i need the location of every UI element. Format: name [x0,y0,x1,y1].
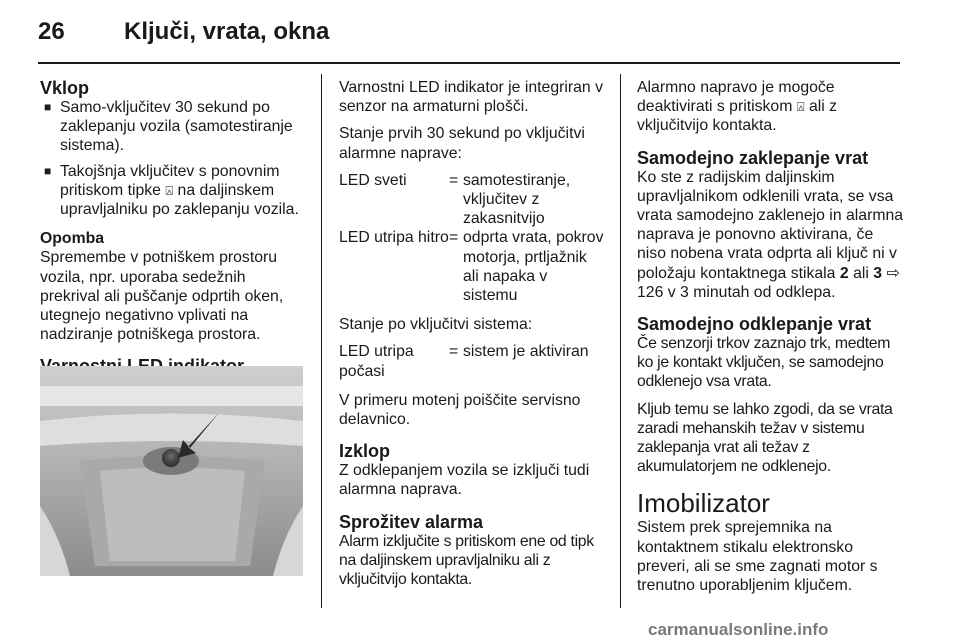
column-divider-1 [321,74,322,608]
bullet-item: ■ Samo-vključitev 30 sekund po zaklepanju vozila (samotestiranje sistema). [44,99,293,155]
paragraph: V primeru motenj poiščite servisno delavnico. [339,391,581,429]
izklop-heading: Izklop [339,441,391,462]
paragraph: Alarmno napravo je mogoče deaktivirati s pritiskom ⍓ ali z vključitvijo kontakta. [637,79,838,135]
auto-unlock-heading: Samodejno odklepanje vrat [637,314,872,335]
paragraph: Kljub temu se lahko zgodi, da se vrata zaradi mehanskih težav v sistemu zaklepanja vrat ali težav z akumulatorjem ne odklenejo. [637,400,893,476]
page-number: 26 [38,18,65,45]
paragraph: Alarm izključite s pritiskom ene od tipk na daljinskem upravljalniku ali z vključitvijo kontakta. [339,532,594,589]
paragraph: Ko ste z radijskim daljinskim upravljalnikom odklenili vrata, se vsa vrata samodejno zaklenejo in alarmna naprava je ponovno aktivirana, če niso nobena vrata odprta ali ključ ni v položaju kontaktnega stikala 2 ali 3 ⇨ 126 v 3 minutah od odklepa. [637,168,904,301]
watermark: carmanualsonline.info [648,620,829,639]
auto-lock-heading: Samodejno zaklepanje vrat [637,147,869,168]
page-ref-icon: ⇨ [886,264,900,282]
column-divider-2 [620,74,621,608]
page-ref-link[interactable]: 126 [637,283,664,301]
paragraph: Stanje po vključitvi sistema: [339,316,533,334]
sprozitev-heading: Sprožitev alarma [339,511,484,532]
bullet-icon: ■ [44,100,52,114]
vklop-heading: Vklop [40,78,90,98]
note-title: Opomba [40,230,105,248]
lock-key-icon: ⍓ [165,182,174,198]
led-sensor-icon [162,449,180,467]
paragraph: Sistem prek sprejemnika na kontaktnem stikalu elektronsko preveri, ali se sme zagnati motor s trenutno uporabljenim ključem. [637,519,878,595]
paragraph: Če senzorji trkov zaznajo trk, medtem ko je kontakt vključen, se samodejno odklenejo vsa vrata. [637,335,891,391]
paragraph: Stanje prvih 30 sekund po vključitvi alarmne naprave: [339,125,585,162]
note-text: Spremembe v potniškem prostoru vozila, npr. uporaba sedežnih prekrival ali puščanje odprtih oken, utegnejo negativno vplivati na nadziranje potniškega prostora. [40,249,284,344]
state-list-first: LED sveti = samotestiranje, vključitev z zakasnitvijo LED utripa hitro = odprta vrata, pokrov motorja, prtljažnik ali napaka v sistemu [339,171,604,305]
bullet-icon: ■ [44,163,52,178]
imobilizator-heading: Imobilizator [637,488,770,519]
header-rule [38,62,900,64]
bullet-item: ■ Takojšnja vključitev s ponovnim pritiskom tipke ⍓ na daljinskem upravljalniku po zaklepanju vozila. [44,162,299,219]
page-header [0,0,960,60]
led-indicator-photo [40,366,303,576]
lock-key-icon: ⍓ [796,99,805,115]
column-1 [40,78,308,376]
column-2 [339,78,605,597]
paragraph: Z odklepanjem vozila se izključi tudi alarmna naprava. [339,462,590,499]
column-3 [637,78,905,603]
page-title: Ključi, vrata, okna [124,18,330,45]
paragraph: Varnostni LED indikator je integriran v senzor na armaturni plošči. [339,79,603,116]
state-list-after: LED utripa počasi = sistem je aktiviran [339,343,589,380]
dashboard-illustration [40,366,303,576]
